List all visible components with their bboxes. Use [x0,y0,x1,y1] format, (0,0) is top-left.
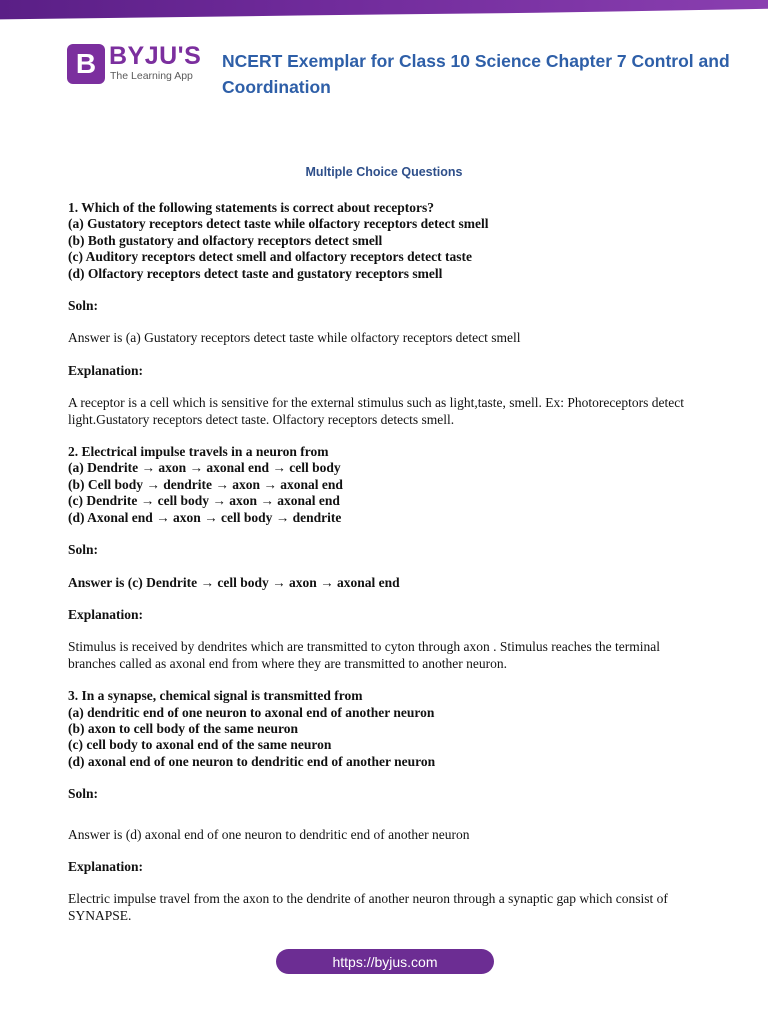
explanation-label: Explanation: [68,606,144,622]
question-block [68,688,708,924]
explanation-text: Stimulus is received by dendrites which are transmitted to cyton through axon . Stimulus reaches the terminal branches called as axonal end from where they are transmitted to another neuron. [68,639,660,671]
explanation-text: A receptor is a cell which is sensitive for the external stimulus such as light,taste, smell. Ex: Photoreceptors detect light.Gustatory receptors detect taste. Olfactory receptors detects smell. [68,395,684,427]
logo-mark: B [67,44,105,84]
document-body [68,200,708,924]
option-b: (b) Both gustatory and olfactory receptors detect smell [68,232,383,248]
logo-name: BYJU'S [109,42,202,70]
option-c: (c) cell body to axonal end of the same neuron [68,737,332,753]
explanation-text: Electric impulse travel from the axon to the dendrite of another neuron through a synaptic gap which consist of SYNAPSE. [68,891,668,923]
option-a: (a) dendritic end of one neuron to axonal end of another neuron [68,704,435,720]
option-b: (b) axon to cell body of the same neuron [68,720,299,736]
logo-tagline: The Learning App [110,70,193,82]
option-d: (d) axonal end of one neuron to dendritic end of another neuron [68,753,436,769]
question-block [68,200,708,428]
soln-label: Soln: [68,298,99,314]
question-text: 1. Which of the following statements is correct about receptors? [68,200,434,215]
option-a: (a) Dendrite → axon → axonal end → cell body [68,460,341,476]
option-a: (a) Gustatory receptors detect taste while olfactory receptors detect smell [68,216,489,232]
section-title: Multiple Choice Questions [305,165,463,179]
footer-url-pill[interactable] [276,949,494,974]
option-c: (c) Dendrite → cell body → axon → axonal end [68,493,340,509]
soln-label: Soln: [68,542,99,558]
question-text: 2. Electrical impulse travels in a neuron from [68,444,329,460]
explanation-label: Explanation: [68,362,144,378]
answer-text: Answer is (a) Gustatory receptors detect taste while olfactory receptors detect smell [68,330,521,346]
option-c: (c) Auditory receptors detect smell and olfactory receptors detect taste [68,249,472,265]
answer-text: Answer is (c) Dendrite → cell body → axon → axonal end [68,574,400,590]
option-d: (d) Olfactory receptors detect taste and gustatory receptors smell [68,265,443,281]
footer-url-link[interactable]: https://byjus.com [332,953,438,970]
question-text: 3. In a synapse, chemical signal is transmitted from [68,688,363,704]
soln-label: Soln: [68,786,99,802]
option-b: (b) Cell body → dendrite → axon → axonal end [68,476,343,492]
question-block [68,444,708,672]
option-d: (d) Axonal end → axon → cell body → dendrite [68,509,342,525]
explanation-label: Explanation: [68,858,144,874]
byjus-logo [67,44,217,88]
document-title: NCERT Exemplar for Class 10 Science Chapter 7 Control and Coordination [222,51,730,97]
answer-text: Answer is (d) axonal end of one neuron to dendritic end of another neuron [68,826,470,842]
